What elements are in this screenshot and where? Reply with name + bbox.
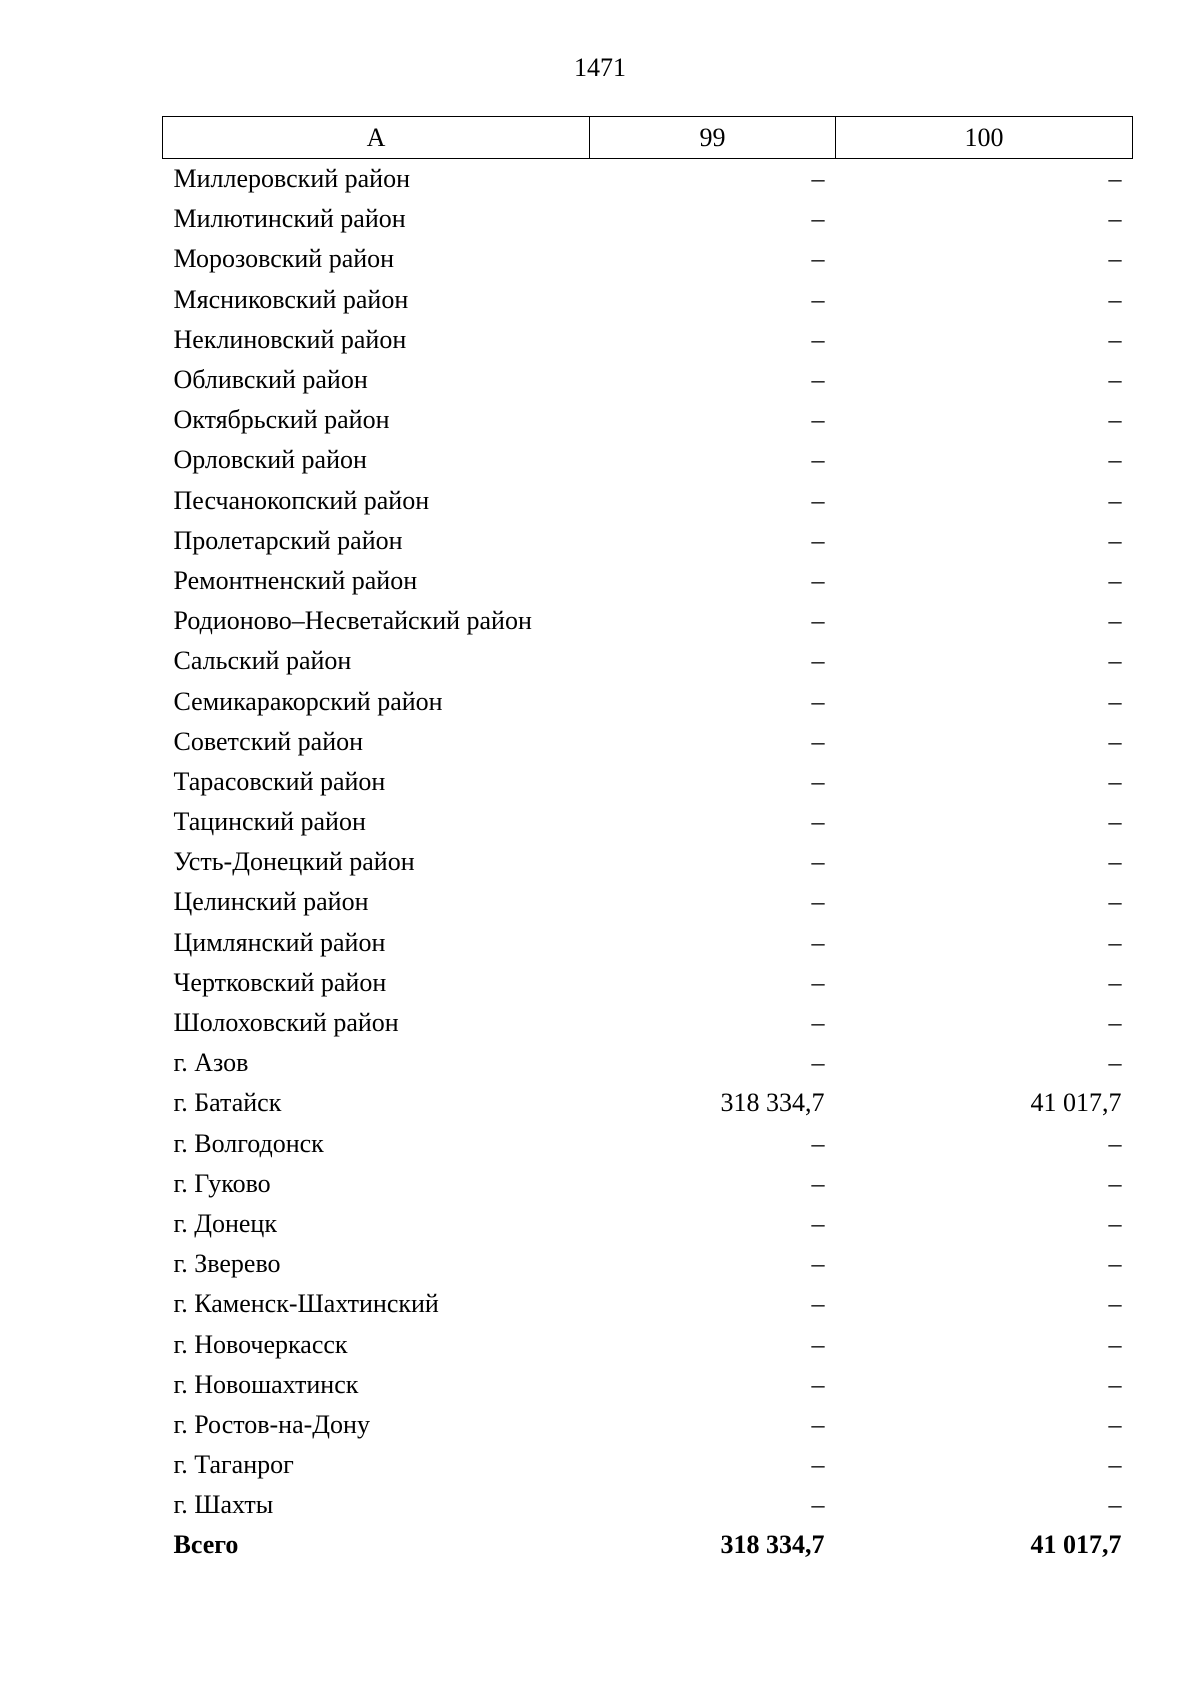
row-value-99-cell: – bbox=[811, 1329, 825, 1359]
total-label: Всего bbox=[173, 1530, 239, 1560]
row-name-cell: Милютинский район bbox=[173, 204, 406, 234]
row-value-99-cell: 318 334,7 bbox=[720, 1088, 825, 1118]
row-value-99-cell: – bbox=[811, 847, 825, 877]
row-value-99-cell: – bbox=[811, 204, 825, 234]
row-value-100-cell: – bbox=[1108, 766, 1122, 796]
row-value-100-cell: – bbox=[1108, 1289, 1122, 1319]
row-value-100-cell: – bbox=[1108, 1128, 1122, 1158]
row-value-99-cell: – bbox=[811, 1208, 825, 1238]
row-name-cell: Родионово–Несветайский район bbox=[173, 606, 532, 636]
row-name-cell: Семикаракорский район bbox=[173, 686, 443, 716]
table-row bbox=[163, 722, 1133, 762]
row-name-cell: Октябрьский район bbox=[173, 405, 390, 435]
row-name-cell: г. Каменск-Шахтинский bbox=[173, 1289, 439, 1319]
row-value-99-cell: – bbox=[811, 686, 825, 716]
row-value-99-cell: – bbox=[811, 927, 825, 957]
row-name-cell: Целинский район bbox=[173, 887, 369, 917]
row-value-100-cell: – bbox=[1108, 1450, 1122, 1480]
row-value-100-cell: – bbox=[1108, 686, 1122, 716]
row-name-cell: Советский район bbox=[173, 726, 364, 756]
row-value-99-cell: – bbox=[811, 1008, 825, 1038]
table-row bbox=[163, 1485, 1133, 1525]
table-row bbox=[163, 762, 1133, 802]
row-value-100-cell: – bbox=[1108, 807, 1122, 837]
row-name-cell: г. Таганрог bbox=[173, 1450, 294, 1480]
row-value-99-cell: – bbox=[811, 1289, 825, 1319]
table-row bbox=[163, 1204, 1133, 1244]
row-value-99-cell: – bbox=[811, 606, 825, 636]
row-value-100-cell: 41 017,7 bbox=[1030, 1088, 1122, 1118]
row-name-cell: Шолоховский район bbox=[173, 1008, 399, 1038]
table-row bbox=[163, 481, 1133, 521]
row-value-99-cell: – bbox=[811, 1048, 825, 1078]
table-row bbox=[163, 1083, 1133, 1123]
row-name-cell: Цимлянский район bbox=[173, 927, 386, 957]
table-row bbox=[163, 159, 1133, 200]
row-name-cell: Тацинский район bbox=[173, 807, 366, 837]
row-value-99-cell: – bbox=[811, 284, 825, 314]
table-row bbox=[163, 1124, 1133, 1164]
row-value-99-cell: – bbox=[811, 1369, 825, 1399]
row-value-100-cell: – bbox=[1108, 525, 1122, 555]
table-row bbox=[163, 842, 1133, 882]
table-row bbox=[163, 360, 1133, 400]
row-value-99-cell: – bbox=[811, 726, 825, 756]
table-row bbox=[163, 601, 1133, 641]
table-row bbox=[163, 1164, 1133, 1204]
table-row bbox=[163, 1244, 1133, 1284]
row-value-100-cell: – bbox=[1108, 284, 1122, 314]
row-value-100-cell: – bbox=[1108, 324, 1122, 354]
row-value-100-cell: – bbox=[1108, 726, 1122, 756]
row-name-cell: г. Новочеркасск bbox=[173, 1329, 348, 1359]
row-value-100-cell: – bbox=[1108, 485, 1122, 515]
row-value-99-cell: – bbox=[811, 646, 825, 676]
table-row bbox=[163, 561, 1133, 601]
row-name-cell: Усть-Донецкий район bbox=[173, 847, 415, 877]
row-name-cell: г. Ростов-на-Дону bbox=[173, 1409, 370, 1439]
row-value-100-cell: – bbox=[1108, 565, 1122, 595]
table-header bbox=[163, 117, 1133, 159]
row-name-cell: Пролетарский район bbox=[173, 525, 403, 555]
table-row bbox=[163, 1284, 1133, 1324]
row-value-100-cell: – bbox=[1108, 405, 1122, 435]
row-value-99-cell: – bbox=[811, 807, 825, 837]
row-value-99-cell: – bbox=[811, 1450, 825, 1480]
table-row bbox=[163, 1405, 1133, 1445]
row-value-99-cell: – bbox=[811, 1249, 825, 1279]
row-value-99-cell: – bbox=[811, 525, 825, 555]
row-value-99-cell: – bbox=[811, 445, 825, 475]
table-row bbox=[163, 199, 1133, 239]
row-value-100-cell: – bbox=[1108, 967, 1122, 997]
table-row bbox=[163, 802, 1133, 842]
row-value-99-cell: – bbox=[811, 324, 825, 354]
table-row bbox=[163, 400, 1133, 440]
row-name-cell: г. Батайск bbox=[173, 1088, 282, 1118]
budget-table bbox=[162, 116, 1133, 1566]
table-row bbox=[163, 1365, 1133, 1405]
row-value-99-cell: – bbox=[811, 1409, 825, 1439]
row-value-100-cell: – bbox=[1108, 606, 1122, 636]
total-value-99: 318 334,7 bbox=[720, 1530, 825, 1560]
table-row bbox=[163, 963, 1133, 1003]
table-row bbox=[163, 681, 1133, 721]
row-name-cell: Мясниковский район bbox=[173, 284, 409, 314]
table-row bbox=[163, 923, 1133, 963]
row-name-cell: г. Азов bbox=[173, 1048, 249, 1078]
row-value-99-cell: – bbox=[811, 887, 825, 917]
row-value-99-cell: – bbox=[811, 1128, 825, 1158]
row-name-cell: Орловский район bbox=[173, 445, 367, 475]
table-row bbox=[163, 440, 1133, 480]
row-value-100-cell: – bbox=[1108, 244, 1122, 274]
header-row bbox=[163, 117, 1133, 159]
row-name-cell: Неклиновский район bbox=[173, 324, 407, 354]
row-value-100-cell: – bbox=[1108, 365, 1122, 395]
row-name-cell: г. Донецк bbox=[173, 1208, 277, 1238]
row-value-100-cell: – bbox=[1108, 204, 1122, 234]
row-value-99-cell: – bbox=[811, 405, 825, 435]
row-name-cell: Морозовский район bbox=[173, 244, 395, 274]
row-name-cell: г. Шахты bbox=[173, 1490, 274, 1520]
row-name-cell: Обливский район bbox=[173, 365, 368, 395]
row-name-cell: Сальский район bbox=[173, 646, 352, 676]
table-row bbox=[163, 320, 1133, 360]
row-value-99-cell: – bbox=[811, 244, 825, 274]
row-value-100-cell: – bbox=[1108, 1249, 1122, 1279]
row-value-100-cell: – bbox=[1108, 646, 1122, 676]
table-row bbox=[163, 1043, 1133, 1083]
row-value-100-cell: – bbox=[1108, 887, 1122, 917]
row-value-100-cell: – bbox=[1108, 164, 1122, 194]
row-value-100-cell: – bbox=[1108, 1409, 1122, 1439]
row-value-99-cell: – bbox=[811, 1490, 825, 1520]
row-value-100-cell: – bbox=[1108, 1369, 1122, 1399]
row-name-cell: г. Гуково bbox=[173, 1168, 271, 1198]
header-cell-100: 100 bbox=[836, 117, 1133, 159]
table-row bbox=[163, 1003, 1133, 1043]
row-value-99-cell: – bbox=[811, 1168, 825, 1198]
row-name-cell: Тарасовский район bbox=[173, 766, 386, 796]
row-name-cell: Песчанокопский район bbox=[173, 485, 430, 515]
row-value-100-cell: – bbox=[1108, 847, 1122, 877]
row-value-99-cell: – bbox=[811, 565, 825, 595]
total-row bbox=[163, 1525, 1133, 1565]
row-value-99-cell: – bbox=[811, 967, 825, 997]
table-row bbox=[163, 239, 1133, 279]
header-cell-a: А bbox=[163, 117, 590, 159]
total-value-100: 41 017,7 bbox=[1030, 1530, 1122, 1560]
header-cell-99: 99 bbox=[590, 117, 836, 159]
table-row bbox=[163, 1445, 1133, 1485]
table-row bbox=[163, 1324, 1133, 1364]
row-name-cell: г. Зверево bbox=[173, 1249, 281, 1279]
row-value-99-cell: – bbox=[811, 164, 825, 194]
row-value-100-cell: – bbox=[1108, 1008, 1122, 1038]
page-number: 1471 bbox=[574, 53, 626, 82]
row-value-99-cell: – bbox=[811, 365, 825, 395]
row-value-100-cell: – bbox=[1108, 927, 1122, 957]
row-value-99-cell: – bbox=[811, 485, 825, 515]
row-value-100-cell: – bbox=[1108, 445, 1122, 475]
row-name-cell: Миллеровский район bbox=[173, 164, 411, 194]
row-value-99-cell: – bbox=[811, 766, 825, 796]
table-row bbox=[163, 521, 1133, 561]
row-name-cell: Ремонтненский район bbox=[173, 565, 418, 595]
row-value-100-cell: – bbox=[1108, 1329, 1122, 1359]
row-value-100-cell: – bbox=[1108, 1208, 1122, 1238]
row-name-cell: г. Новошахтинск bbox=[173, 1369, 359, 1399]
row-name-cell: г. Волгодонск bbox=[173, 1128, 324, 1158]
row-value-100-cell: – bbox=[1108, 1048, 1122, 1078]
row-value-100-cell: – bbox=[1108, 1168, 1122, 1198]
table-row bbox=[163, 641, 1133, 681]
table-body bbox=[163, 159, 1133, 1566]
table-row bbox=[163, 280, 1133, 320]
row-value-100-cell: – bbox=[1108, 1490, 1122, 1520]
row-name-cell: Чертковский район bbox=[173, 967, 387, 997]
table-row bbox=[163, 882, 1133, 922]
